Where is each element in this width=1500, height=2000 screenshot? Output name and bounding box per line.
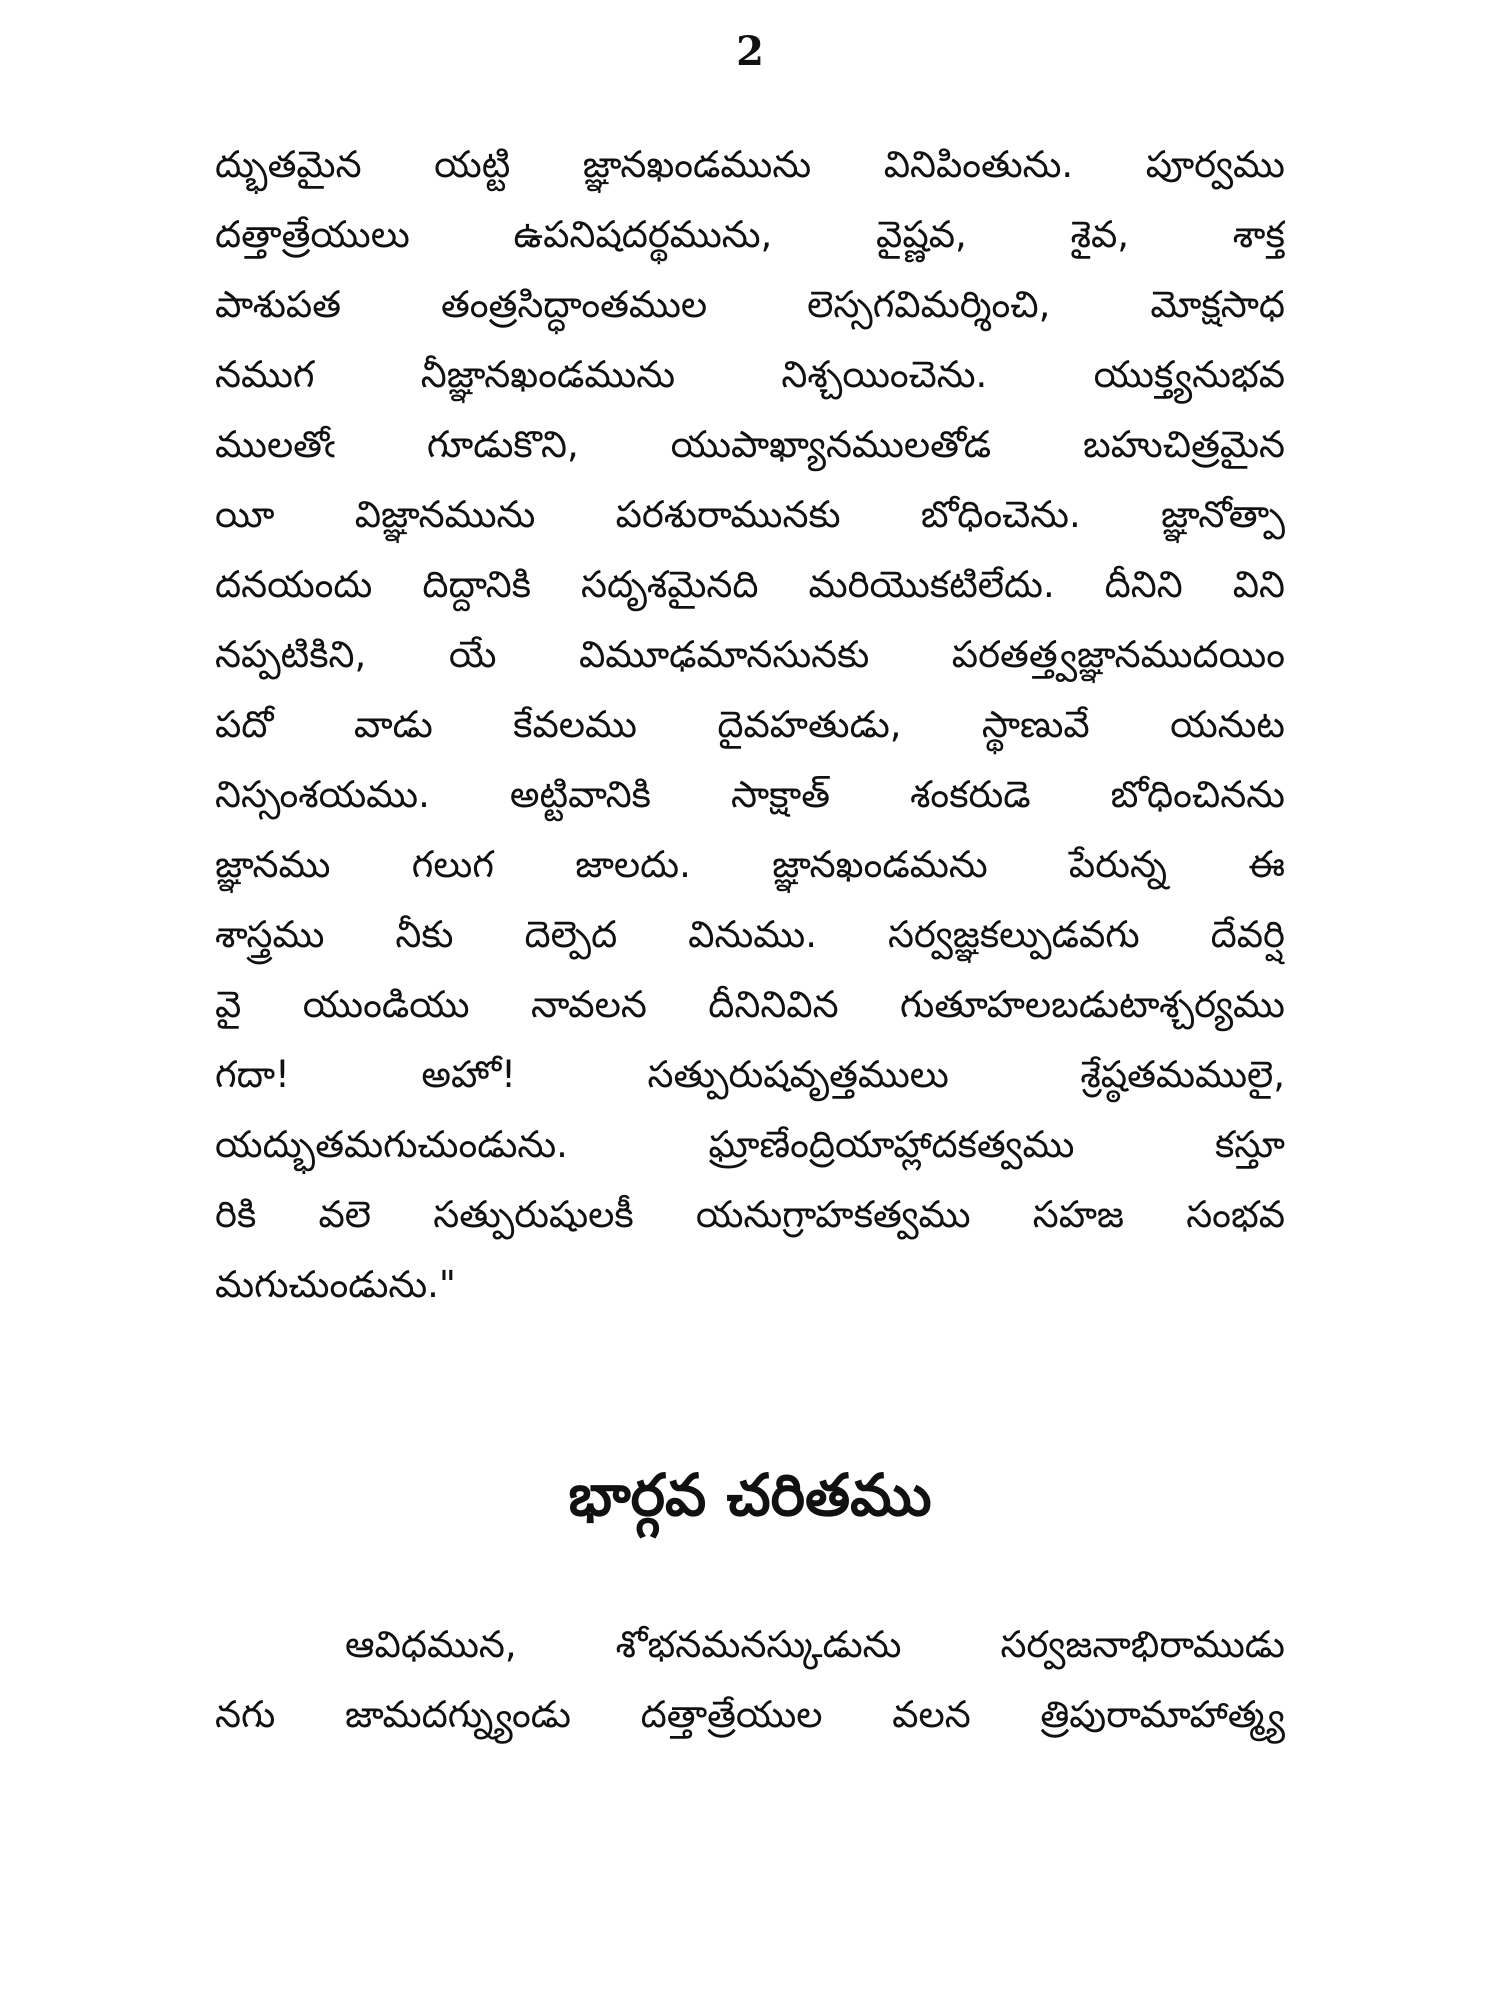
text-line: యీ విజ్ఞానమును పరశురామునకు బోధించెను. జ్ఞానోత్పా (215, 493, 1285, 536)
paragraph-bhargava (215, 1610, 1285, 1750)
text-line: ద్భుతమైన యట్టి జ్ఞానఖండమును వినిపింతును. పూర్వము (215, 143, 1285, 186)
text-line: నముగ నీజ్ఞానఖండమును నిశ్చయించెను. యుక్త్యనుభవ (215, 353, 1285, 396)
text-line: యద్భుతమగుచుండును. ఘ్రాణేంద్రియాహ్లాదకత్వము కస్తూ (215, 1123, 1285, 1166)
paragraph-main (215, 130, 1285, 1320)
text-line: నప్పటికిని, యే విమూఢమానసునకు పరతత్త్వజ్ఞానముదయిం (215, 633, 1285, 676)
text-line: ఆవిధమున, శోభనమనస్కుడును సర్వజనాభిరాముడు (345, 1623, 1285, 1666)
text-line: నిస్సంశయము. అట్టివానికి సాక్షాత్ శంకరుడె బోధించినను (215, 773, 1285, 816)
text-line: ములతోఁ గూడుకొని, యుపాఖ్యానములతోడ బహుచిత్రమైన (215, 423, 1285, 466)
text-line: జ్ఞానము గలుగ జాలదు. జ్ఞానఖండమను పేరున్న ఈ (215, 843, 1285, 886)
text-line: దనయందు దిద్దానికి సదృశమైనది మరియొకటిలేదు. దీనిని విని (215, 563, 1285, 606)
section-heading: భార్గవ చరితము (568, 1461, 932, 1529)
text-line: నగు జామదగ్న్యుండు దత్తాత్రేయుల వలన త్రిపురామాహాత్మ్య (215, 1693, 1285, 1736)
text-line: శాస్త్రము నీకు దెల్పెద వినుము. సర్వజ్ఞకల్పుడవగు దేవర్షి (215, 913, 1285, 956)
text-line: మగుచుండును." (215, 1263, 456, 1306)
text-line: పదో వాడు కేవలము దైవహతుడు, స్థాణువే యనుట (215, 703, 1285, 746)
text-line: వై యుండియు నావలన దీనినివిన గుతూహలబడుటాశ్చర్యము (215, 983, 1285, 1026)
text-line: పాశుపత తంత్రసిద్ధాంతముల లెస్సగవిమర్శించి, మోక్షసాధ (215, 283, 1285, 326)
text-line: రికి వలె సత్పురుషులకీ యనుగ్రాహకత్వము సహజ సంభవ (215, 1193, 1285, 1236)
text-line: దత్తాత్రేయులు ఉపనిషదర్థమును, వైష్ణవ, శైవ, శాక్త (215, 213, 1285, 256)
page-number: 2 (736, 28, 764, 75)
text-line: గదా! అహో! సత్పురుషవృత్తములు శ్రేష్ఠతమములై, (215, 1053, 1285, 1096)
